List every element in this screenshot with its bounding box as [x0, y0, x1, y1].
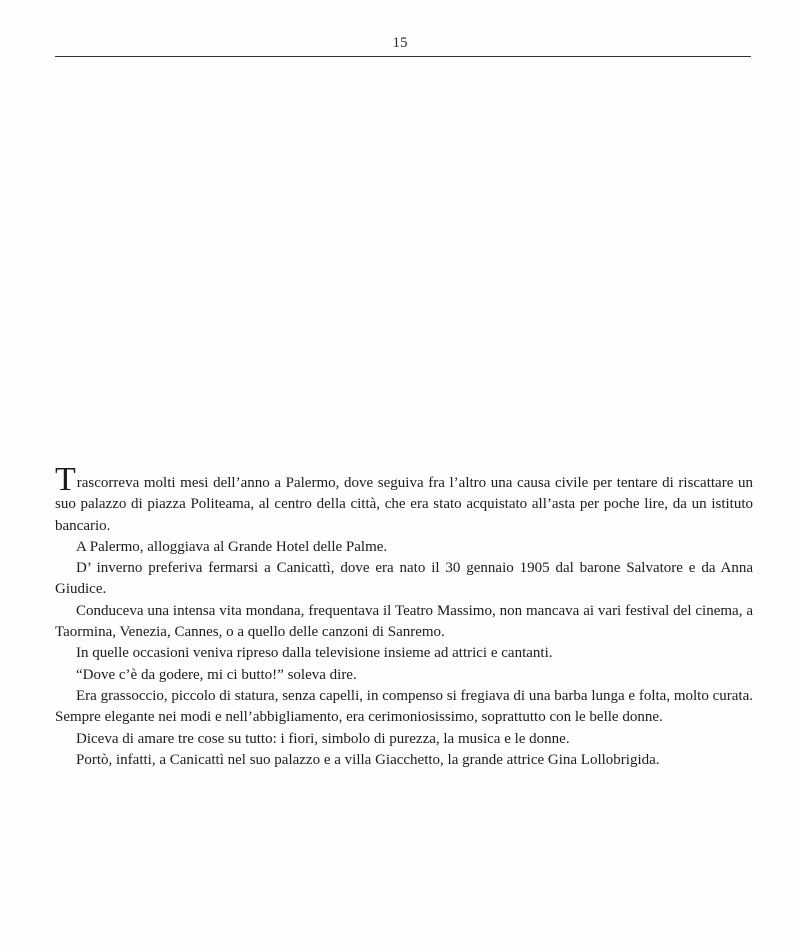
- paragraph-2: A Palermo, alloggiava al Grande Hotel delle Palme.: [76, 538, 388, 555]
- paragraph-6: “Dove c’è da godere, mi ci butto!” soleva dire.: [76, 666, 357, 683]
- paragraph-1-text: rascorreva molti mesi dell’anno a Palermo, dove seguiva fra l’altro una causa civile per tentare di riscattare un suo palazzo di piazza Politeama, al centro della città, che era stato acquistato all’asta per poche lire, da un istituto bancario.: [55, 475, 753, 534]
- paragraph-4: Conduceva una intensa vita mondana, frequentava il Teatro Massimo, non mancava ai vari festival del cinema, a Taormina, Venezia, Cannes, o a quello delle canzoni di Sanremo.: [55, 602, 753, 641]
- header-rule: [55, 56, 751, 57]
- drop-cap: T: [55, 461, 76, 498]
- paragraph-7: Era grassoccio, piccolo di statura, senza capelli, in compenso si fregiava di una barba lunga e folta, molto curata. Sempre elegante nei modi e nell’abbigliamento, era cerimoniosissimo, soprattutto con le belle donne.: [55, 687, 753, 726]
- body-text: [55, 461, 753, 771]
- paragraph-1: [55, 461, 753, 537]
- paragraph-5: In quelle occasioni veniva ripreso dalla televisione insieme ad attrici e cantanti.: [76, 645, 553, 662]
- page-number: 15: [392, 35, 408, 51]
- paragraph-8: Diceva di amare tre cose su tutto: i fiori, simbolo di purezza, la musica e le donne.: [76, 730, 570, 747]
- paragraph-3: D’ inverno preferiva fermarsi a Canicattì, dove era nato il 30 gennaio 1905 dal barone Salvatore e da Anna Giudice.: [55, 560, 753, 598]
- paragraph-9: Portò, infatti, a Canicattì nel suo palazzo e a villa Giacchetto, la grande attrice Gina Lollobrigida.: [76, 751, 660, 768]
